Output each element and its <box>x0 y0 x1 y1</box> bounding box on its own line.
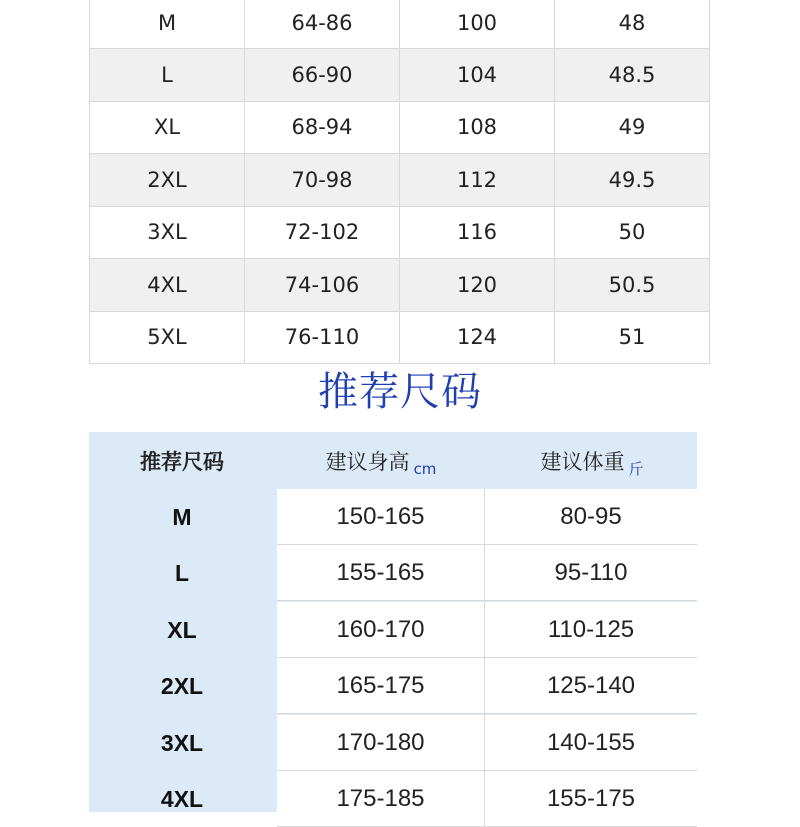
row-weight: 155-175 <box>485 771 697 827</box>
row-weight: 80-95 <box>485 489 697 545</box>
table-row <box>89 154 710 207</box>
row-size: M <box>172 503 192 530</box>
table-cell: XL <box>89 102 244 154</box>
table-row <box>89 602 697 658</box>
table-row <box>89 0 710 49</box>
table-cell: 104 <box>399 49 554 101</box>
table-cell: 51 <box>554 312 710 364</box>
table-cell: 48.5 <box>554 49 710 101</box>
table-row <box>89 658 697 714</box>
table-cell: 3XL <box>89 207 244 259</box>
header-weight <box>487 432 697 489</box>
table-cell: 50.5 <box>554 259 710 311</box>
table-row <box>89 771 697 827</box>
table-cell: 100 <box>399 0 554 48</box>
table-row <box>89 102 710 155</box>
height-unit: cm <box>413 459 437 478</box>
row-height: 155-165 <box>277 545 485 601</box>
table-cell: 120 <box>399 259 554 311</box>
row-weight: 140-155 <box>485 715 697 771</box>
table-header <box>89 432 697 489</box>
row-weight: 110-125 <box>485 602 697 658</box>
weight-unit: 斤 <box>628 460 644 478</box>
table-cell: M <box>89 0 244 48</box>
table-row <box>89 489 697 545</box>
row-size: 2XL <box>160 672 204 699</box>
table-cell: 116 <box>399 207 554 259</box>
row-size: 4XL <box>160 785 204 812</box>
table-cell: 49 <box>554 102 710 154</box>
row-size: 3XL <box>160 729 204 756</box>
row-height: 150-165 <box>277 489 485 545</box>
table-cell: 72-102 <box>244 207 399 259</box>
row-height: 175-185 <box>277 771 485 827</box>
table-cell: 74-106 <box>244 259 399 311</box>
recommend-table <box>89 432 697 812</box>
table-cell: 48 <box>554 0 710 48</box>
header-height <box>277 432 485 489</box>
table-cell: 66-90 <box>244 49 399 101</box>
size-table <box>89 0 710 364</box>
header-weight-label: 建议体重 <box>540 449 625 474</box>
table-row <box>89 259 710 312</box>
row-height: 165-175 <box>277 658 485 714</box>
table-cell: 2XL <box>89 154 244 206</box>
row-weight: 95-110 <box>485 545 697 601</box>
row-height: 170-180 <box>277 715 485 771</box>
table-cell: 50 <box>554 207 710 259</box>
table-cell: 49.5 <box>554 154 710 206</box>
row-height: 160-170 <box>277 602 485 658</box>
table-cell: 76-110 <box>244 312 399 364</box>
table-row <box>89 312 710 365</box>
table-cell: 4XL <box>89 259 244 311</box>
header-size: 推荐尺码 <box>140 449 224 474</box>
recommend-title: 推荐尺码 <box>318 369 482 415</box>
table-row <box>89 715 697 771</box>
table-cell: 68-94 <box>244 102 399 154</box>
table-row <box>89 207 710 260</box>
table-row <box>89 545 697 601</box>
table-cell: 5XL <box>89 312 244 364</box>
table-cell: 124 <box>399 312 554 364</box>
table-cell: 112 <box>399 154 554 206</box>
row-size: L <box>174 559 190 586</box>
table-cell: L <box>89 49 244 101</box>
table-cell: 108 <box>399 102 554 154</box>
header-height-label: 建议身高 <box>325 449 410 474</box>
table-cell: 64-86 <box>244 0 399 48</box>
table-cell: 70-98 <box>244 154 399 206</box>
row-weight: 125-140 <box>485 658 697 714</box>
row-size: XL <box>167 616 197 643</box>
table-row <box>89 49 710 102</box>
